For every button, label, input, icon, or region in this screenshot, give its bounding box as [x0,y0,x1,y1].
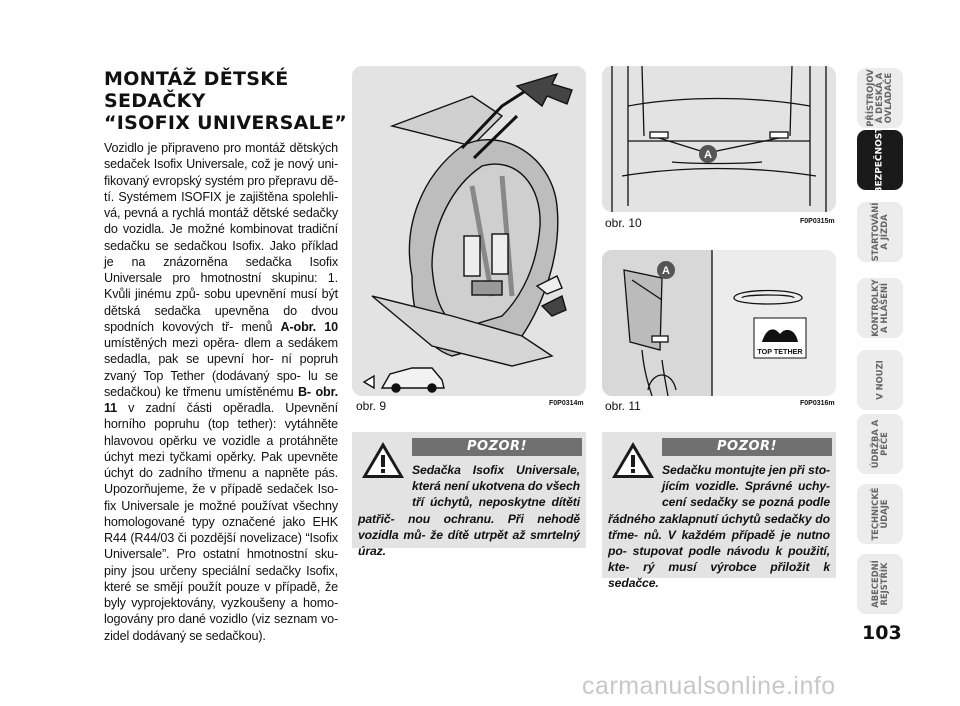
figure-10-image [602,66,836,212]
tab-kontrolky[interactable]: KONTROLKY A HLÁŠENÍ [857,278,903,338]
page-number: 103 [862,622,902,644]
body-text [104,140,338,644]
figure-11-caption: obr. 11 [605,399,641,413]
child-seat-illustration [352,66,586,396]
body-part-2: umístěných mezi opěra- dlem a sedákem sedadla, pak se upevní hor- ní popruh zvaný Top Tether (dodávaný spo- lu se sedačkou) ke třmenu umístěnému [104,336,338,399]
tab-pristrojova-deska[interactable]: PŘÍSTROJOV Á DESKA A OVLADAČE [857,68,903,128]
figure-11-image [602,250,836,396]
seat-anchors-illustration [602,66,836,212]
tab-startovani[interactable]: STARTOVÁNÍ A JÍZDA [857,202,903,262]
body-part-1: Vozidlo je připraveno pro montáž dětských sedaček Isofix Universale, což je nový uni- fikovaný evropský systém pro přepravu dě- tí. Systémem ISOFIX je zajištěna spolehli- vá, pevná a rychlá montáž dětské sedačky do vozidla. Je možné kombinovat tradiční sedačku se sedačkou Isofix. Jako příklad je na znázorněna sedačka Isofix Universale pro hmotnostní skupinu: 1. Kvůli jinému způ- sobu upevnění musí být dětská sedačka upevněna do dvou spodních kovových tř- menů [104,141,338,334]
title-line-1: MONTÁŽ DĚTSKÉ [104,68,289,90]
figure-ref-a: A-obr. 10 [280,319,338,334]
page-title [104,68,348,134]
warning-2-text: Sedačku montujte jen při sto- jícím vozidle. Správné uchy- cení sedačky se pozná podle řádného zaklapnutí úchytů sedačky do třme- nů. V každém případě je nutno po- stupovat podle návodu k použití, kte- rý musí výrobce přiložit k sedačce. [608,463,830,591]
top-tether-illustration [602,250,836,396]
body-part-3: v zadní části opěradla. Upevnění horního popruhu (top tether): vytáhněte hlavovou opěrku ve vozidle a protáhněte úchyt mezi tyčkami opěrky. Pak upevněte úchyt do zadního třmenu a napněte pás. Upozorňujeme, že v případě sedaček Iso- fix Universale je možné používat všechny homologované typy označené jako EHK R44 (R44/03 či pozdější novelizace) “Isofix Universale”. Pro ostatní hmotnostní sku- piny jsou určeny speciální sedačky Isofix, které se smějí použít pouze v případě, že byly vyprojektovány, vyzkoušeny a homo- logovány pro dané vozidlo (viz seznam vo- zidel dodávaný se sedačkou). [104,401,338,643]
tab-udrzba[interactable]: ÚDRŽBA A PÉČE [857,414,903,474]
figure-9-image [352,66,586,396]
marker-a-label: A [704,149,712,161]
marker-a2-label: A [662,265,670,277]
tab-technicke-udaje[interactable]: TECHNICKÉ ÚDAJE [857,484,903,544]
figure-11-code: F0P0316m [800,400,835,407]
figure-10-code: F0P0315m [800,218,835,225]
tab-bezpecnost[interactable]: BEZPEČNOST [857,130,903,190]
figure-ref-b: B- obr. 11 [104,384,338,415]
figure-9-caption: obr. 9 [356,399,387,413]
warning-2-head: POZOR! [662,438,832,456]
title-line-3: “ISOFIX UNIVERSALE” [104,112,348,134]
warning-box-1 [352,432,586,559]
warning-1-head: POZOR! [412,438,582,456]
warning-box-2 [602,432,836,591]
watermark: carmanualsonline.info [582,672,836,700]
figure-9-code: F0P0314m [549,400,584,407]
tab-abecedni-rejstrik[interactable]: ABECEDNÍ REJSTŘÍK [857,554,903,614]
warning-1-text: Sedačka Isofix Universale, která není ukotvena do všech tří úchytů, neposkytne dítěti patřič- nou ochranu. Při nehodě vozidla mů- že dítě utrpět až smrtelný úraz. [358,463,580,559]
tab-v-nouzi[interactable]: V NOUZI [857,350,903,410]
figure-10-caption: obr. 10 [605,216,642,230]
top-tether-label: TOP TETHER [757,347,803,356]
title-line-2: SEDAČKY [104,90,206,112]
